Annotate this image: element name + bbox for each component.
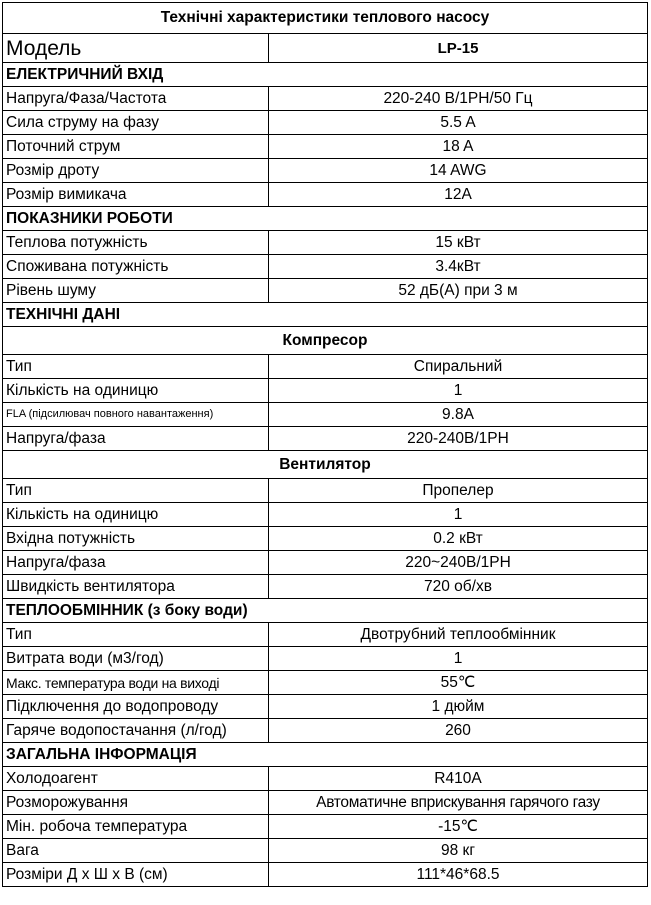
row-value: Автоматичне вприскування гарячого газу (269, 791, 648, 815)
table-row (3, 355, 648, 379)
row-value: 1 (269, 647, 648, 671)
row-value: 260 (269, 719, 648, 743)
section-title: ТЕХНІЧНІ ДАНІ (3, 303, 648, 327)
row-label: Гаряче водопостачання (л/год) (3, 719, 269, 743)
row-label: Теплова потужність (3, 231, 269, 255)
section-title: ТЕПЛООБМІННИК (з боку води) (3, 599, 648, 623)
row-value: -15℃ (269, 815, 648, 839)
row-label: Холодоагент (3, 767, 269, 791)
row-label: Напруга/Фаза/Частота (3, 87, 269, 111)
row-value: Спиральний (269, 355, 648, 379)
row-label: Макс. температура води на виході (3, 671, 269, 695)
table-row (3, 863, 648, 887)
title-row (3, 3, 648, 34)
subsection-header-compressor (3, 327, 648, 355)
model-label: Модель (3, 34, 269, 63)
model-row (3, 34, 648, 63)
page-title: Технічні характеристики теплового насосу (3, 3, 648, 34)
table-row (3, 159, 648, 183)
row-label: Споживана потужність (3, 255, 269, 279)
table-row (3, 135, 648, 159)
table-row (3, 379, 648, 403)
table-row (3, 671, 648, 695)
row-label: Тип (3, 355, 269, 379)
row-value: 55℃ (269, 671, 648, 695)
row-label: Рівень шуму (3, 279, 269, 303)
row-label: Розмір дроту (3, 159, 269, 183)
table-row (3, 183, 648, 207)
row-label: Вага (3, 839, 269, 863)
row-label: Вхідна потужність (3, 527, 269, 551)
row-value: Двотрубний теплообмінник (269, 623, 648, 647)
row-label: Напруга/фаза (3, 551, 269, 575)
row-value: 3.4кВт (269, 255, 648, 279)
row-value: 1 (269, 379, 648, 403)
table-row (3, 839, 648, 863)
row-label: Кількість на одиницю (3, 379, 269, 403)
row-value: 12A (269, 183, 648, 207)
table-row (3, 575, 648, 599)
row-label: Розміри Д х Ш х В (см) (3, 863, 269, 887)
row-value: 111*46*68.5 (269, 863, 648, 887)
row-value: R410A (269, 767, 648, 791)
row-label: Кількість на одиницю (3, 503, 269, 527)
section-header-exchanger (3, 599, 648, 623)
row-label: Підключення до водопроводу (3, 695, 269, 719)
table-row (3, 767, 648, 791)
row-value: 1 (269, 503, 648, 527)
subsection-header-fan (3, 451, 648, 479)
section-header-performance (3, 207, 648, 231)
row-label: FLA (підсилювач повного навантаження) (3, 403, 269, 427)
row-value: 18 A (269, 135, 648, 159)
row-value: 98 кг (269, 839, 648, 863)
row-value: 220-240В/1PH (269, 427, 648, 451)
row-label: Витрата води (м3/год) (3, 647, 269, 671)
table-row (3, 719, 648, 743)
section-title: ПОКАЗНИКИ РОБОТИ (3, 207, 648, 231)
row-label: Тип (3, 479, 269, 503)
table-row (3, 111, 648, 135)
table-row (3, 231, 648, 255)
section-header-electrical (3, 63, 648, 87)
row-value: 0.2 кВт (269, 527, 648, 551)
table-row (3, 815, 648, 839)
table-row (3, 623, 648, 647)
row-label: Розморожування (3, 791, 269, 815)
row-label: Сила струму на фазу (3, 111, 269, 135)
table-row (3, 255, 648, 279)
section-title: ЗАГАЛЬНА ІНФОРМАЦІЯ (3, 743, 648, 767)
table-row (3, 279, 648, 303)
model-value: LP-15 (269, 34, 648, 63)
table-row (3, 647, 648, 671)
row-value: 220~240В/1PH (269, 551, 648, 575)
row-value: 14 AWG (269, 159, 648, 183)
row-label: Швидкість вентилятора (3, 575, 269, 599)
subsection-title: Вентилятор (3, 451, 648, 479)
table-row (3, 527, 648, 551)
row-value: 720 об/хв (269, 575, 648, 599)
row-value: 1 дюйм (269, 695, 648, 719)
table-row (3, 503, 648, 527)
spec-table (2, 2, 648, 887)
row-value: 15 кВт (269, 231, 648, 255)
row-label: Мін. робоча температура (3, 815, 269, 839)
table-row (3, 427, 648, 451)
table-row (3, 551, 648, 575)
row-value: 52 дБ(A) при 3 м (269, 279, 648, 303)
row-label: Поточний струм (3, 135, 269, 159)
section-header-technical (3, 303, 648, 327)
table-row (3, 87, 648, 111)
row-value: 220-240 В/1PH/50 Гц (269, 87, 648, 111)
table-row (3, 479, 648, 503)
section-title: ЕЛЕКТРИЧНИЙ ВХІД (3, 63, 648, 87)
row-label: Розмір вимикача (3, 183, 269, 207)
row-value: 5.5 A (269, 111, 648, 135)
row-label: Тип (3, 623, 269, 647)
table-row (3, 403, 648, 427)
section-header-general (3, 743, 648, 767)
row-label: Напруга/фаза (3, 427, 269, 451)
table-row (3, 695, 648, 719)
subsection-title: Компресор (3, 327, 648, 355)
table-row (3, 791, 648, 815)
row-value: 9.8A (269, 403, 648, 427)
row-value: Пропелер (269, 479, 648, 503)
